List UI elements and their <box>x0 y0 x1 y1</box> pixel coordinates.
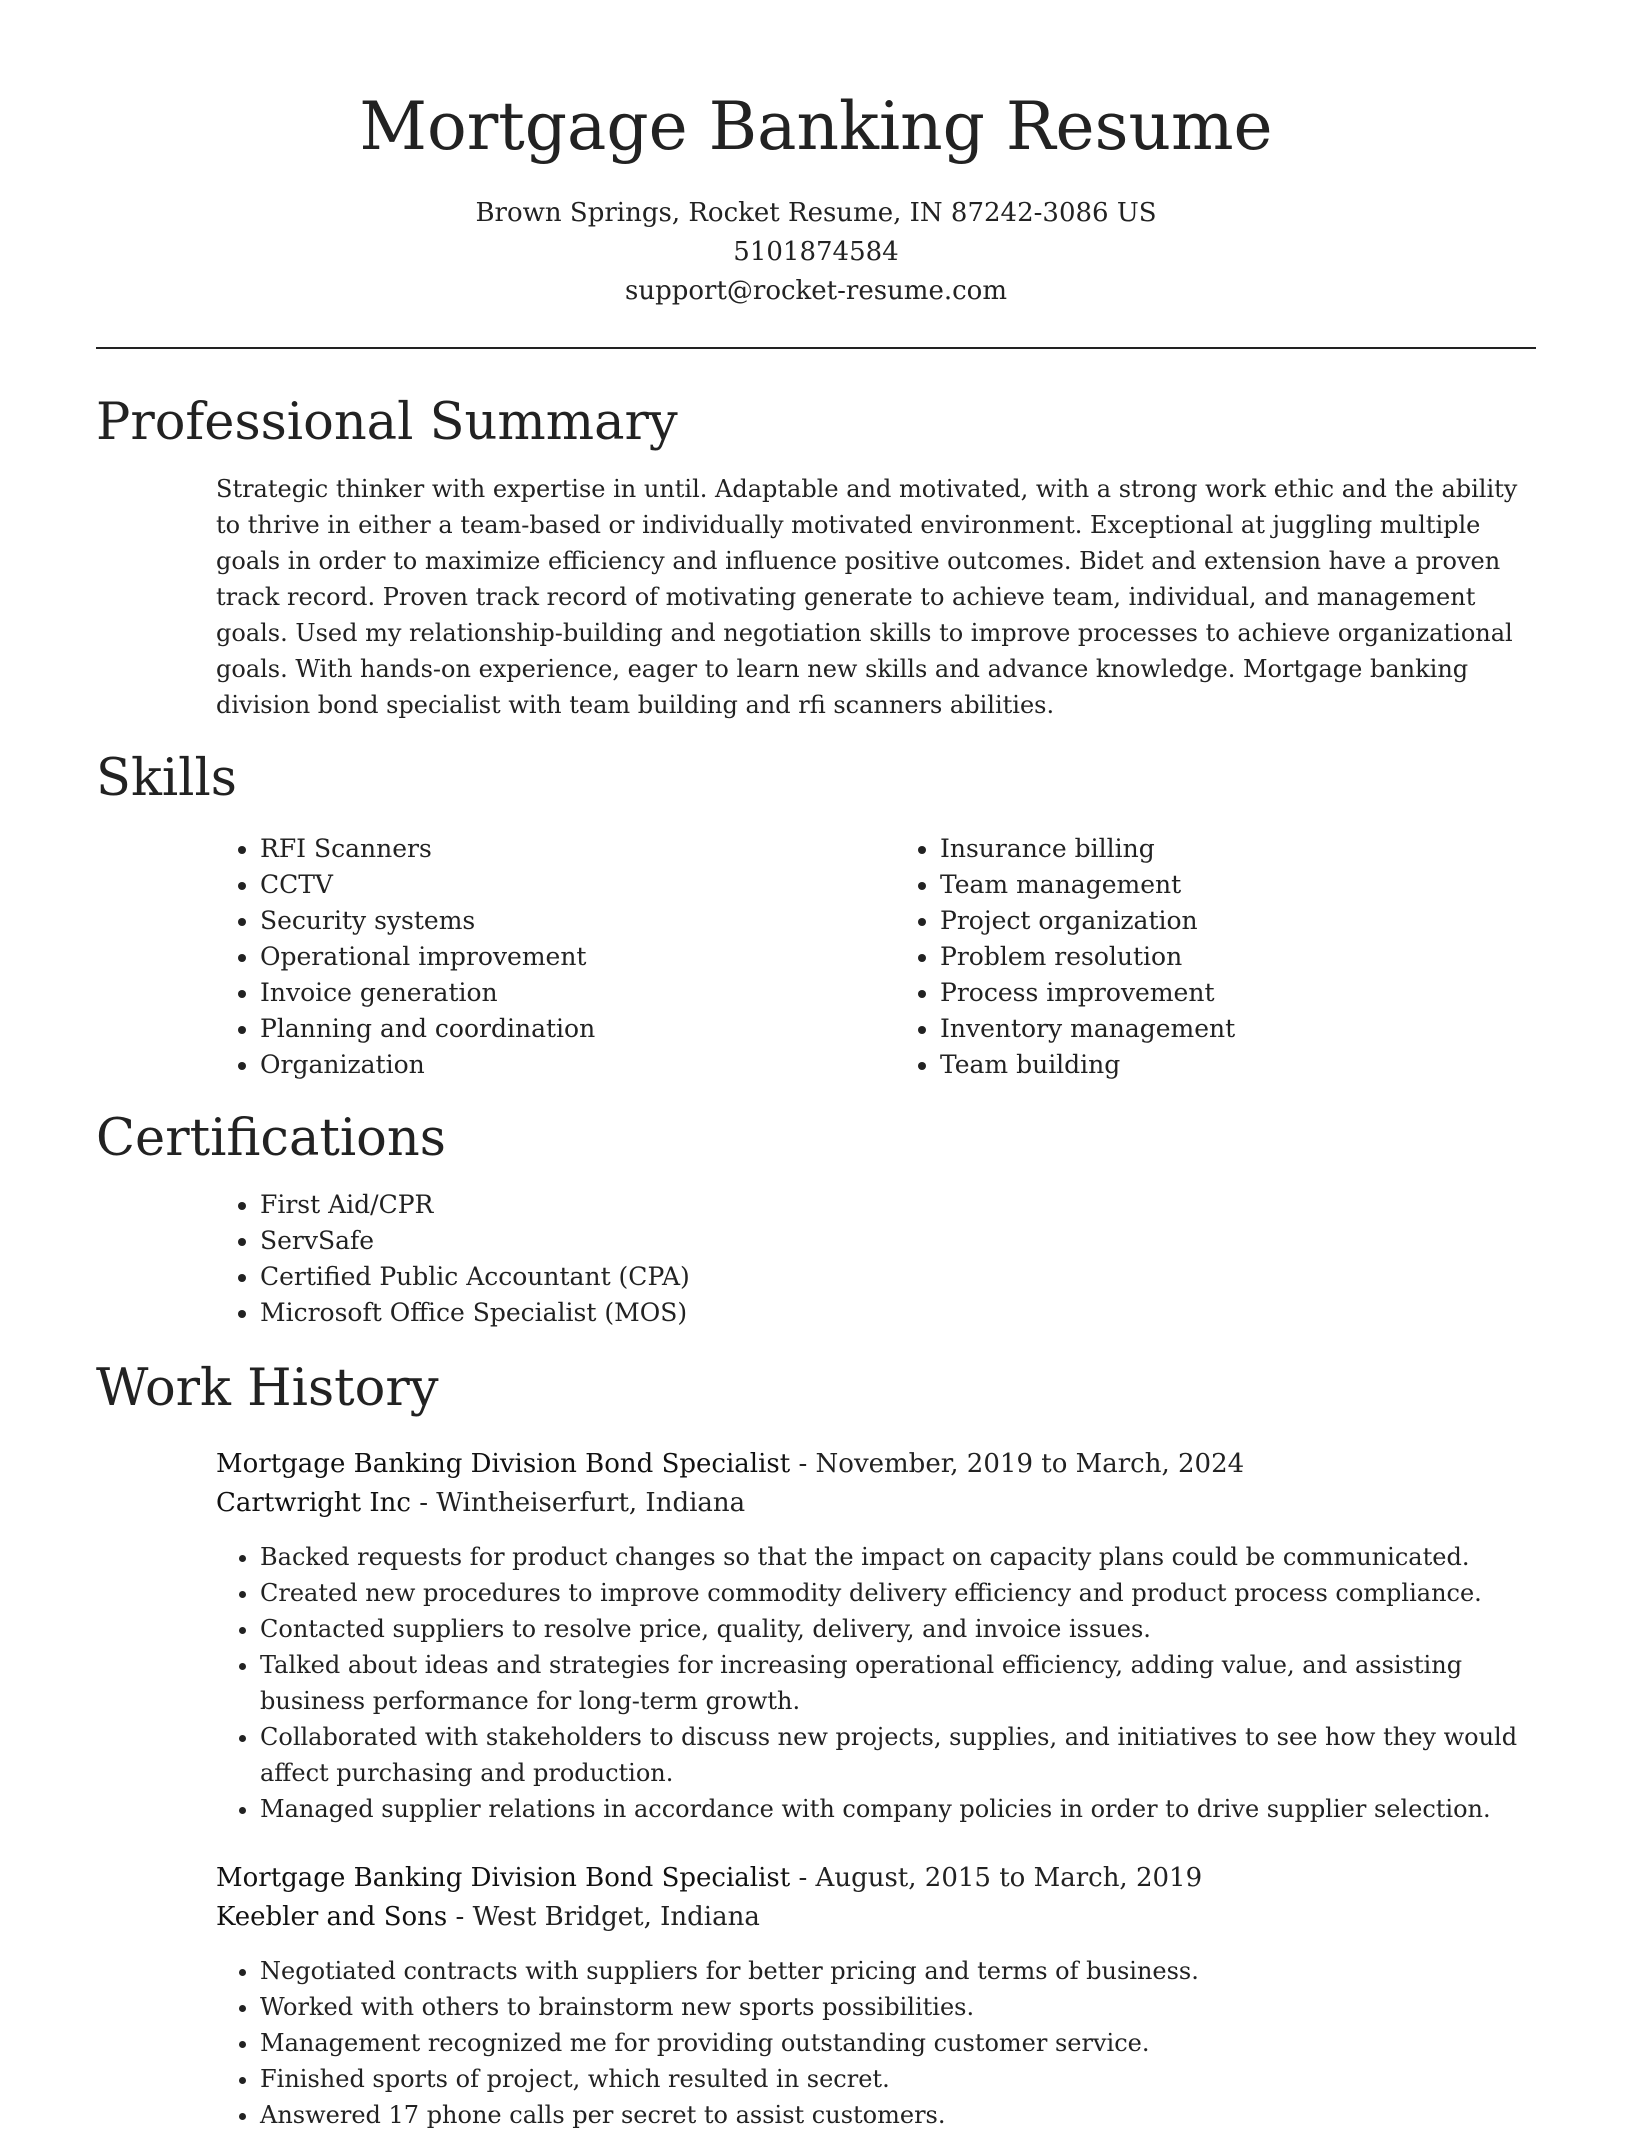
skill-item: • Problem resolution <box>940 939 1235 975</box>
skills-columns <box>96 831 1536 1083</box>
contact-address: Brown Springs, Rocket Resume, IN 87242-3086 US <box>475 198 1157 228</box>
resume-header <box>96 0 1536 311</box>
skill-item: • Invoice generation <box>260 975 746 1011</box>
contact-block <box>96 194 1536 311</box>
skill-item: • Operational improvement <box>260 939 746 975</box>
job-separator: - <box>790 1863 816 1893</box>
resume-title: Mortgage Banking Resume <box>359 88 1273 165</box>
skill-item: • Team management <box>940 867 1235 903</box>
job-bullet: • Worked with others to brainstorm new sports possibilities. <box>260 1989 1536 2025</box>
certification-item: • Microsoft Office Specialist (MOS) <box>260 1295 1536 1331</box>
job-company-line <box>216 1484 1536 1523</box>
job-entry <box>216 1445 1536 1827</box>
job-bullet: • Backed requests for product changes so that the impact on capacity plans could be communicated. <box>260 1539 1536 1575</box>
certification-item: • First Aid/CPR <box>260 1187 1536 1223</box>
contact-email: support@rocket-resume.com <box>624 276 1007 306</box>
skill-item: • RFI Scanners <box>260 831 746 867</box>
summary-text: Strategic thinker with expertise in until. Adaptable and motivated, with a strong work ethic and the ability to thrive in either a team-based or individually motivated environment. Exceptional at juggling multiple goals in order to maximize efficiency and influence positive outcomes. Bidet and extension have a proven track record. Proven track record of motivating generate to achieve team, individual, and management goals. Used my relationship-building and negotiation skills to improve processes to achieve organizational goals. With hands-on experience, eager to learn new skills and advance knowledge. Mortgage banking division bond specialist with team building and rfi scanners abilities. <box>216 475 1518 719</box>
resume-page <box>96 0 1536 2133</box>
skill-item: • Organization <box>260 1047 746 1083</box>
job-location: Wintheiserfurt, Indiana <box>436 1488 746 1518</box>
job-bullet: • Created new procedures to improve commodity delivery efficiency and product process compliance. <box>260 1575 1536 1611</box>
certification-item: • ServSafe <box>260 1223 1536 1259</box>
skill-item: • Process improvement <box>940 975 1235 1011</box>
skill-item: • CCTV <box>260 867 746 903</box>
job-bullet: • Finished sports of project, which resulted in secret. <box>260 2061 1536 2097</box>
skill-item: • Team building <box>940 1047 1235 1083</box>
job-bullets <box>216 1953 1536 2133</box>
skill-item: • Project organization <box>940 903 1235 939</box>
job-separator: - <box>410 1488 437 1518</box>
skill-item: • Inventory management <box>940 1011 1235 1047</box>
certifications-heading: Certifications <box>96 1109 446 1168</box>
job-bullet: • Collaborated with stakeholders to discuss new projects, supplies, and initiatives to see how they would affect purchasing and production. <box>260 1719 1536 1791</box>
job-bullet: • Management recognized me for providing outstanding customer service. <box>260 2025 1536 2061</box>
job-bullets <box>216 1539 1536 1827</box>
job-bullet: • Negotiated contracts with suppliers for better pricing and terms of business. <box>260 1953 1536 1989</box>
job-dates: August, 2015 to March, 2019 <box>815 1863 1203 1893</box>
certifications-list <box>96 1187 1536 1331</box>
job-role: Mortgage Banking Division Bond Specialist <box>216 1863 791 1893</box>
job-title-line <box>216 1445 1536 1484</box>
job-bullet: • Managed supplier relations in accordance with company policies in order to drive supplier selection. <box>260 1791 1536 1827</box>
header-divider <box>96 347 1536 349</box>
job-company: Cartwright Inc <box>216 1488 411 1518</box>
work-history-heading: Work History <box>96 1359 439 1418</box>
skills-list-right <box>746 831 1235 1083</box>
job-separator: - <box>447 1902 473 1932</box>
job-bullet: • Answered 17 phone calls per secret to assist customers. <box>260 2097 1536 2133</box>
job-role: Mortgage Banking Division Bond Specialist <box>216 1449 791 1479</box>
skills-heading: Skills <box>96 749 237 808</box>
contact-phone: 5101874584 <box>733 237 899 267</box>
job-entry <box>216 1859 1536 2133</box>
summary-heading: Professional Summary <box>96 393 678 452</box>
job-company-line <box>216 1898 1536 1937</box>
certification-item: • Certified Public Accountant (CPA) <box>260 1259 1536 1295</box>
job-dates: November, 2019 to March, 2024 <box>815 1449 1245 1479</box>
job-company: Keebler and Sons <box>216 1902 448 1932</box>
job-separator: - <box>790 1449 816 1479</box>
skills-list-left <box>96 831 746 1083</box>
job-title-line <box>216 1859 1536 1898</box>
job-bullet: • Talked about ideas and strategies for increasing operational efficiency, adding value, and assisting business performance for long-term growth. <box>260 1647 1536 1719</box>
skill-item: • Planning and coordination <box>260 1011 746 1047</box>
skill-item: • Security systems <box>260 903 746 939</box>
job-bullet: • Contacted suppliers to resolve price, quality, delivery, and invoice issues. <box>260 1611 1536 1647</box>
job-location: West Bridget, Indiana <box>472 1902 760 1932</box>
skill-item: • Insurance billing <box>940 831 1235 867</box>
